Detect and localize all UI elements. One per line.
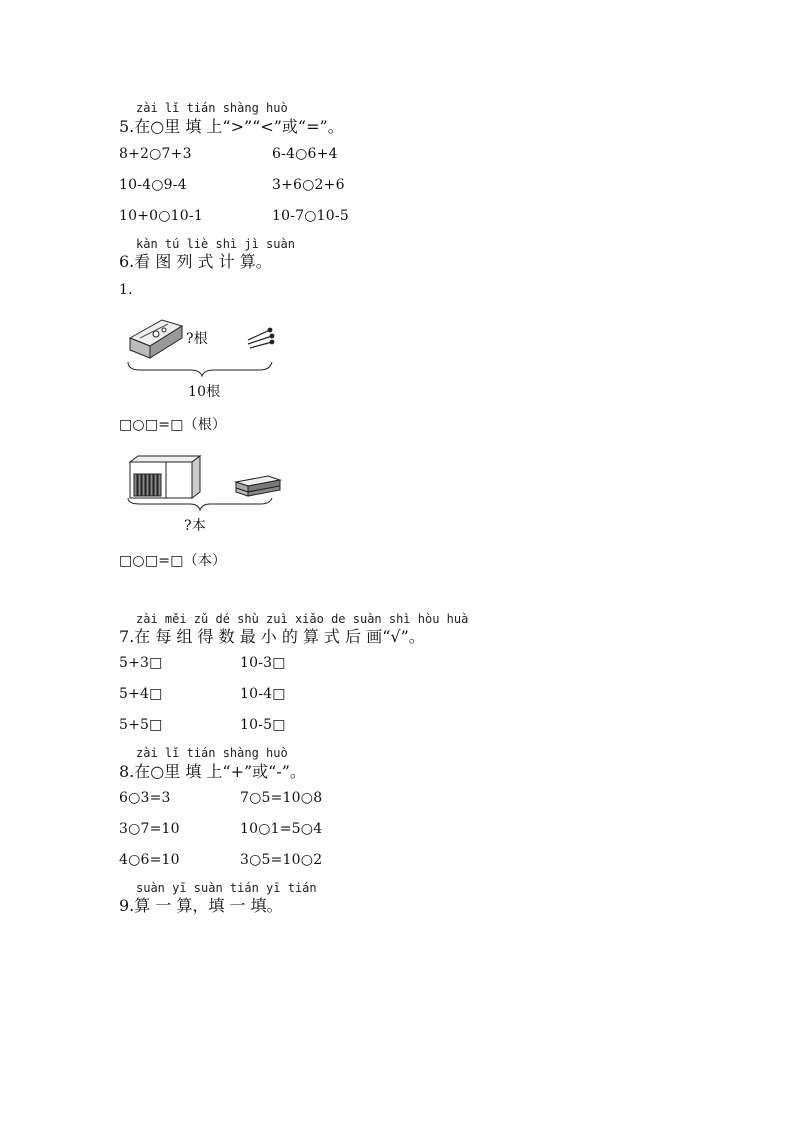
q7-r2-c1: 5+4□ xyxy=(119,686,163,702)
q5-r2-c2: 3+6○2+6 xyxy=(272,177,345,193)
matchbox-icon xyxy=(130,320,182,358)
q6-answer2: □○□=□（本） xyxy=(119,553,227,569)
q5-r2-c1: 10-4○9-4 xyxy=(119,177,187,193)
q6-answer1: □○□=□（根） xyxy=(119,417,227,433)
q8-r2-c1: 3○7=10 xyxy=(119,821,180,837)
q5-r1-c2: 6-4○6+4 xyxy=(272,146,338,162)
q6-title: 6.看 图 列 式 计 算。 xyxy=(119,252,272,271)
q7-r3-c2: 10-5□ xyxy=(240,717,286,733)
brace-icon-2 xyxy=(128,498,272,510)
q7-r1-c2: 10-3□ xyxy=(240,655,286,671)
bookshelf-picture xyxy=(120,452,290,512)
q9-title: 9.算 一 算，填 一 填。 xyxy=(119,896,283,915)
q8-r2-c2: 10○1=5○4 xyxy=(240,821,323,837)
brace-icon xyxy=(128,362,272,376)
q5-title: 5.在○里 填 上“>”“<”或“=”。 xyxy=(119,117,344,136)
q7-r1-c1: 5+3□ xyxy=(119,655,163,671)
q8-r1-c2: 7○5=10○8 xyxy=(240,790,323,806)
q8-pinyin: zài lǐ tián shàng huò xyxy=(136,746,288,760)
q7-pinyin: zài měi zǔ dé shù zuì xiǎo de suàn shì hòu huà xyxy=(136,612,469,626)
q7-r3-c1: 5+5□ xyxy=(119,717,163,733)
q6-pinyin: kàn tú liè shì jì suàn xyxy=(136,237,295,251)
q8-r3-c1: 4○6=10 xyxy=(119,852,180,868)
pic1-question: ?根 xyxy=(186,331,208,347)
books-icon xyxy=(236,476,280,496)
pic1-total: 10根 xyxy=(188,384,221,400)
q6-sub1: 1. xyxy=(119,282,133,298)
bookshelf-icon xyxy=(130,456,200,498)
q5-r3-c1: 10+0○10-1 xyxy=(119,208,203,224)
q8-r3-c2: 3○5=10○2 xyxy=(240,852,323,868)
q8-r1-c1: 6○3=3 xyxy=(119,790,171,806)
q7-title: 7.在 每 组 得 数 最 小 的 算 式 后 画“√”。 xyxy=(119,627,425,646)
matches-icon xyxy=(248,328,274,348)
pic2-question: ?本 xyxy=(184,518,206,534)
q8-title: 8.在○里 填 上“+”或“-”。 xyxy=(119,762,306,781)
q5-pinyin: zài lǐ tián shàng huò xyxy=(136,101,288,115)
q7-r2-c2: 10-4□ xyxy=(240,686,286,702)
q9-pinyin: suàn yī suàn tián yī tián xyxy=(136,881,317,895)
q5-r1-c1: 8+2○7+3 xyxy=(119,146,192,162)
q5-r3-c2: 10-7○10-5 xyxy=(272,208,349,224)
